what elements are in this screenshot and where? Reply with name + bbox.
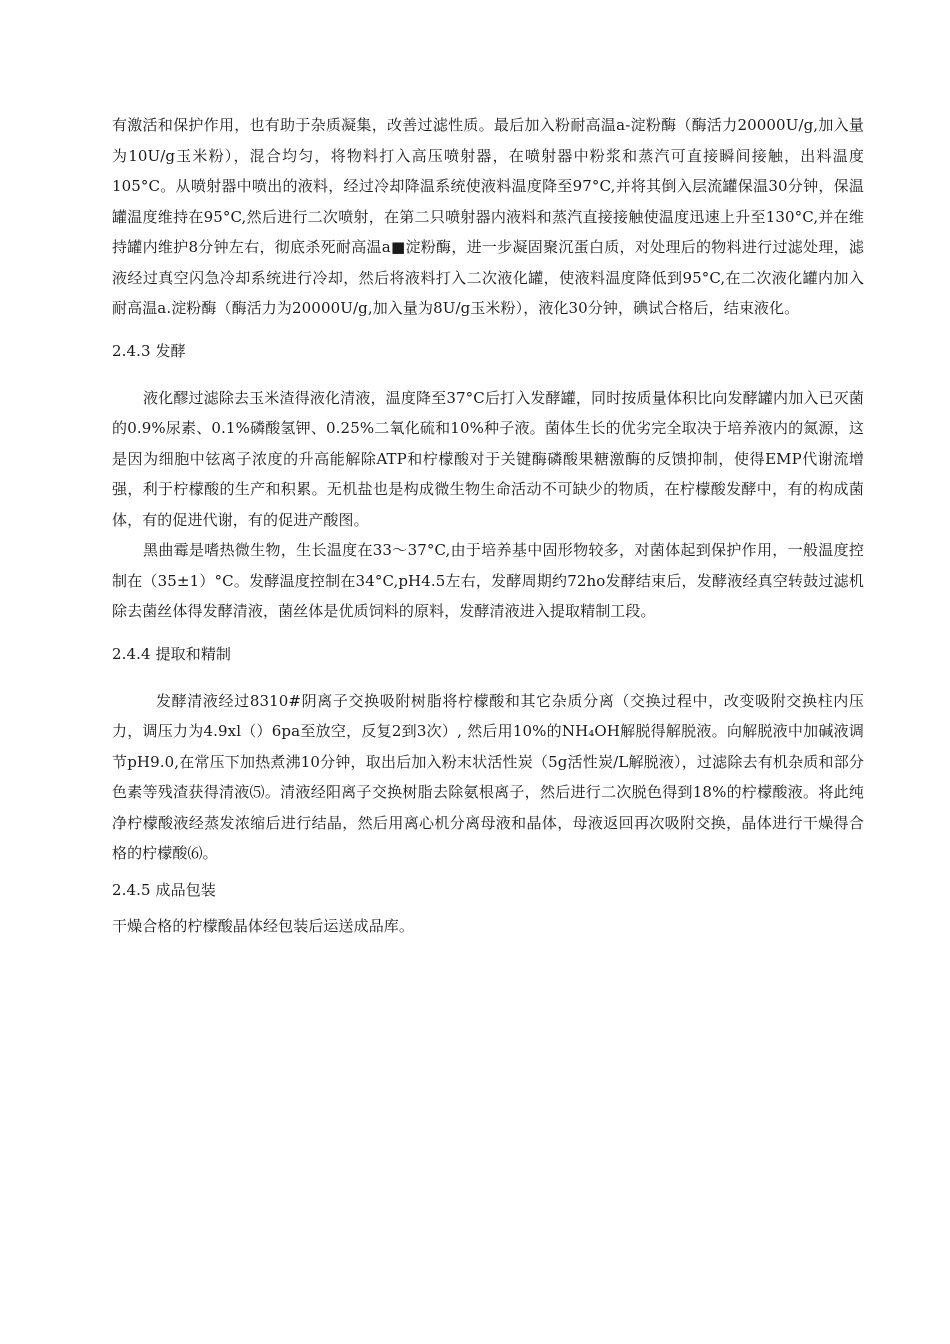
paragraph-packaging: 干燥合格的柠檬酸晶体经包装后运送成品库。 bbox=[112, 916, 415, 935]
paragraph-fermentation-1: 液化醪过滤除去玉米渣得液化清液，温度降至37°C后打入发酵罐，同时按质量体积比向发酵罐内加入已灭菌的0.9%尿素、0.1%磷酸氢钾、0.25%二氧化硫和10%种子液。菌体生长的优劣完全取决于培养液内的氮源，这是因为细胞中铉离子浓度的升高能解除ATP和柠檬酸对于关键酶磷酸果糖激酶的反馈抑制，使得EMP代谢流增强，利于柠檬酸的生产和积累。无机盐也是构成微生物生命活动不可缺少的物质，在柠檬酸发酵中，有的构成菌体，有的促进代谢，有的促进产酸图。 bbox=[112, 388, 864, 529]
section-heading-2-4-4: 2.4.4 提取和精制 bbox=[112, 644, 232, 663]
section-heading-2-4-5: 2.4.5 成品包装 bbox=[112, 880, 216, 899]
document-body bbox=[112, 110, 864, 941]
paragraph-extraction: 发酵清液经过8310#阴离子交换吸附树脂将柠檬酸和其它杂质分离（交换过程中，改变吸附交换柱内压力，调压力为4.9xl（）6pa至放空，反复2到3次）, 然后用10%的NH₄OH解脱得解脱液。向解脱液中加碱液调节pH9.0,在常压下加热煮沸10分钟，取出后加入粉末状活性炭（5g活性炭/L解脱液），过滤除去有机杂质和部分色素等残渣获得清液⑸。清液经阳离子交换树脂去除氨根离子，然后进行二次脱色得到18%的柠檬酸液。将此纯净柠檬酸液经蒸发浓缩后进行结晶，然后用离心机分离母液和晶体，母液返回再次吸附交换，晶体进行干燥得合格的柠檬酸⑹。 bbox=[112, 691, 864, 862]
section-heading-2-4-3: 2.4.3 发酵 bbox=[112, 341, 186, 360]
paragraph-fermentation-2: 黑曲霉是嗜热微生物，生长温度在33～37°C,由于培养基中固形物较多，对菌体起到保护作用，一般温度控制在（35±1）°C。发酵温度控制在34°C,pH4.5左右，发酵周期约72ho发酵结束后，发酵液经真空转鼓过滤机除去菌丝体得发酵清液，菌丝体是优质饲料的原料，发酵清液进入提取精制工段。 bbox=[112, 541, 864, 620]
paragraph-liquefaction: 有激活和保护作用，也有助于杂质凝集，改善过滤性质。最后加入粉耐高温a-淀粉酶（酶活力20000U/g,加入量为10U/g玉米粉），混合均匀，将物料打入高压喷射器，在喷射器中粉浆和蒸汽可直接瞬间接触，出料温度105°C。从喷射器中喷出的液料，经过冷却降温系统使液料温度降至97°C,并将其倒入层流罐保温30分钟，保温罐温度维持在95°C,然后进行二次喷射，在第二只喷射器内液料和蒸汽直接接触使温度迅速上升至130°C,并在维持罐内维护8分钟左右，彻底杀死耐高温a■淀粉酶，进一步凝固聚沉蛋白质，对处理后的物料进行过滤处理，滤液经过真空闪急冷却系统进行冷却，然后将液料打入二次液化罐，使液料温度降低到95°C,在二次液化罐内加入耐高温a.淀粉酶（酶活力为20000U/g,加入量为8U/g玉米粉），液化30分钟，碘试合格后，结束液化。 bbox=[112, 116, 864, 317]
